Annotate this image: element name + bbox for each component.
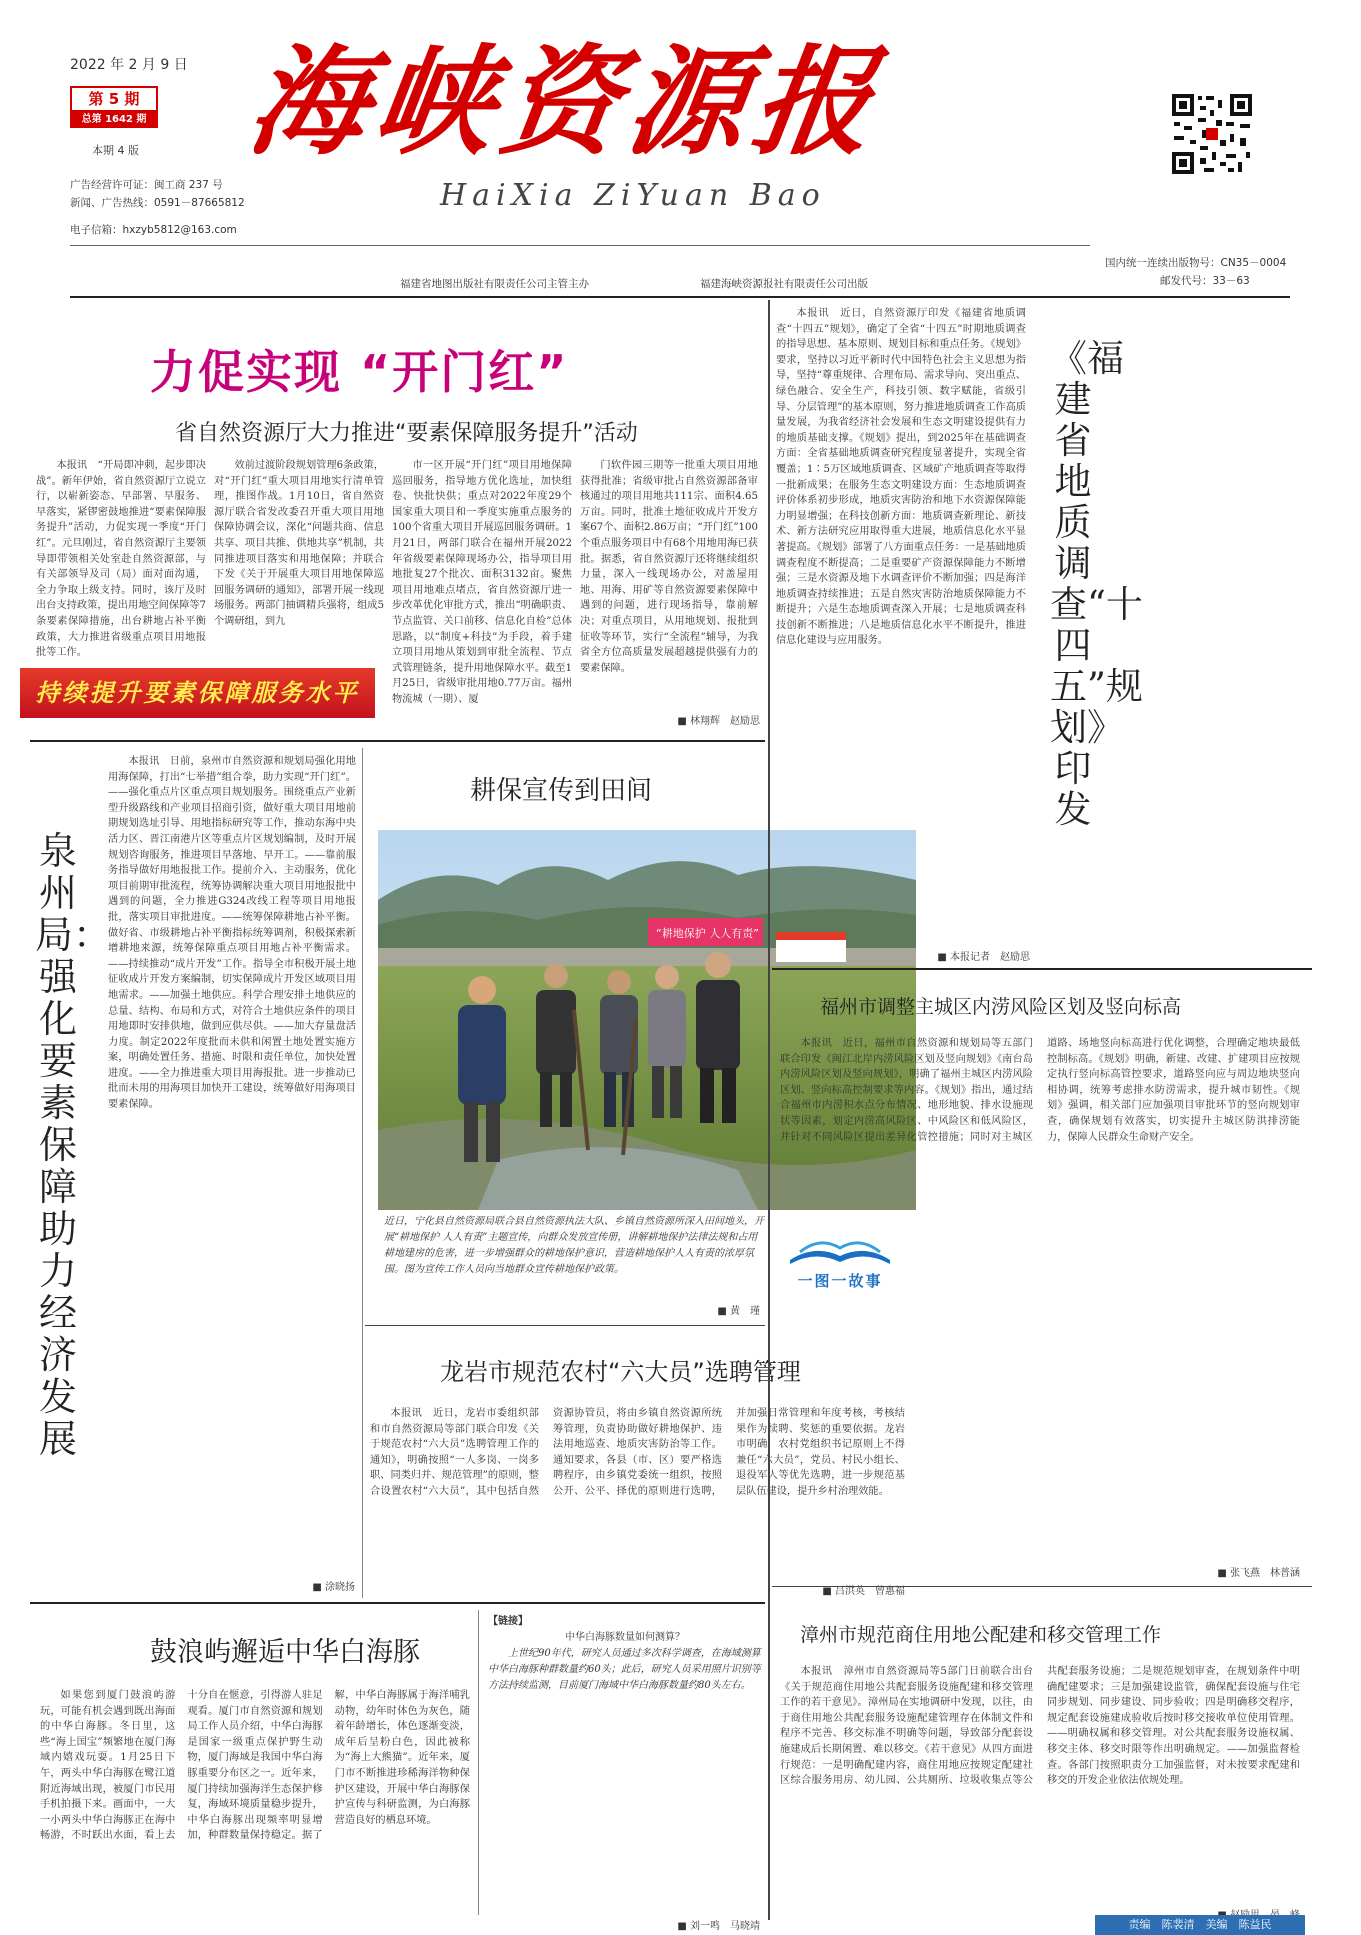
logo-text: 一图一故事 xyxy=(797,1272,883,1290)
sidebar-heading: 【链接】 xyxy=(488,1616,528,1627)
lead-byline: ■ 林翔辉 赵励思 xyxy=(677,716,760,727)
issue-date: 2022 年 2 月 9 日 xyxy=(70,57,188,73)
gulangyu-title: 鼓浪屿邂逅中华白海豚 xyxy=(150,1637,420,1668)
quanzhou-body: 本报讯 日前，泉州市自然资源和规划局强化用地用海保障，打出“七举措”组合拳，助力实现“开门红”。——强化重点片区重点项目规划服务。围绕重点产业新型升级路线和产业项目招商引资，做好重大项目用地前期规划选址引导、用地指标研究等工作，推动东海中央活力区、晋江南港片区等重点片区规划编制，及时开展规划咨询服务，推进项目早落地、早开工。——靠前服务指导做好用地报批工作。提前介入、主动服务，优化项目前期审批流程，统筹协调解决重大项目用地报批中遇到的问题，全力推进G324改线工程等项目用地报批，落实项目审批进度。——统筹保障耕地占补平衡。做好省、市级耕地占补平衡指标统筹调剂，积极探索新增耕地来源，统筹保障重点项目用地占补平衡需求。——持续推动“成片开发”工作。指导全市积极开展土地征收成片开发方案编制，切实保障成片开发区域项目用地需求。——加强土地供应。科学合理安排土地供应的总量、结构、布局和方式，对符合土地供应条件的项目用地即时安排供地，做到应供尽供。——加大存量盘活力度。制定2022年度批而未供和闲置土地处置实施方案，明确处置任务、措施、时限和责任单位，加快处置进度。——全力推进重大项目用海报批。进一步推动已批而未用的用海项目加快开工建设，统筹做好用海项目要素保障。 xyxy=(108,756,356,1111)
quanzhou-byline: ■ 涂晓扬 xyxy=(312,1582,355,1593)
farm-byline: ■ 黄 瑾 xyxy=(717,1306,760,1317)
gulangyu-body: 如果您到厦门鼓浪屿游玩，可能有机会遇到既出海面的中华白海豚。冬日里，这些“海上国宝”频繁地在厦门海域内嬉戏玩耍。1月25日下午，两头中华白海豚在鹭江道附近海域出现，被厦门市民用手机拍摄下来。画面中，一大一小两头中华白海豚正在海中畅游，不时跃出水面，看上去十分自在惬意，引得游人驻足观看。厦门市自然资源和规划局工作人员介绍，中华白海豚是国家一级重点保护野生动物，厦门海域是我国中华白海豚重要分布区之一。近年来，厦门持续加强海洋生态保护修复，海域环境质量稳步提升，中华白海豚出现频率明显增加，种群数量保持稳定。据了解，中华白海豚属于海洋哺乳动物，幼年时体色为灰色，随着年龄增长，体色逐渐变淡，成年后呈粉白色，因此被称为“海上大熊猫”。近年来，厦门市不断推进珍稀海洋物种保护区建设，开展中华白海豚保护宣传与科研监测，为白海豚营造良好的栖息环境。 xyxy=(40,1690,470,1842)
zhangzhou-body: 本报讯 漳州市自然资源局等5部门日前联合出台《关于规范商住用地公共配套服务设施配建和移交管理工作的若干意见》。漳州局在实地调研中发现，以往，由于商住用地公共配套服务设施配建管理存在体制文件和程序不完善、移交标准不明确等问题，导致部分配套设施建成后长期闲置、难以移交。《若干意见》从四方面进行规范：一是明确配建内容，商住用地应按规定配建社区综合服务用房、幼儿园、公共厕所、垃圾收集点等公共配套服务设施；二是规范规划审查，在规划条件中明确配建要求；三是加强建设监管，确保配套设施与住宅同步规划、同步建设、同步验收；四是明确移交程序，规定配套设施建成验收后按时移交接收单位使用管理。——明确权属和移交管理。对公共配套服务设施权属、移交主体、移交时限等作出明确规定。——加强监督检查。各部门按照职责分工加强监督，对未按要求配建和移交的开发企业依法依规处理。 xyxy=(780,1666,1300,1787)
lead-col-1-tail xyxy=(36,720,376,736)
fujian-plan-byline: ■ 本报记者 赵励思 xyxy=(937,952,1030,963)
lead-banner: 持续提升要素保障服务水平 xyxy=(20,668,375,718)
farm-title: 耕保宣传到田间 xyxy=(470,776,653,806)
lead-subhead: 省自然资源厅大力推进“要素保障服务提升”活动 xyxy=(175,421,638,446)
fuzhou-title: 福州市调整主城区内涝风险区划及竖向标高 xyxy=(820,996,1182,1018)
lead-headline: 力促实现 “开门红” xyxy=(150,345,569,399)
hotline: 新闻、广告热线：0591－87665812 xyxy=(70,197,245,209)
lead-col-4: 门软件园三期等一批重大项目用地获得批准；省级审批占自然资源部备审核通过的项目用地共111宗、面积4.65万亩。同时，批准土地征收成片开发方案67个、面积2.86万亩；“开门红”100个重点服务项目中有68个用地用海已获批。据悉，省自然资源厅还将继续组织力量，深入一线现场办公，对盖屋用地、用海、用矿等自然资源要素保障中遇到的问题，进行现场指导，靠前解决；对重点项目，从用地规划、报批到征收等环节，实行“全流程”辅导，为我省全方位高质量发展超越提供强有力的要素保障。 xyxy=(580,460,758,674)
ad-license: 广告经营许可证：闽工商 237 号 xyxy=(70,179,223,191)
longyan-body: 本报讯 近日，龙岩市委组织部和市自然资源局等部门联合印发《关于规范农村“六大员”选聘管理工作的通知》，明确按照“一人多岗、一岗多职、同类归并、规范管理”的原则，整合设置农村“六大员”，其中包括自然资源协管员，将由乡镇自然资源所统筹管理，负责协助做好耕地保护、违法用地巡查、地质灾害防治等工作。通知要求，各县（市、区）要严格选聘程序，由乡镇党委统一组织，按照公开、公平、择优的原则进行选聘，并加强日常管理和年度考核，考核结果作为续聘、奖惩的重要依据。龙岩市明确，农村党组织书记原则上不得兼任“六大员”，党员、村民小组长、退役军人等优先选聘，进一步规范基层队伍建设，提升乡村治理效能。 xyxy=(370,1408,905,1497)
qr-code xyxy=(1170,92,1254,176)
editors-footer: 责编 陈裴清 美编 陈益民 xyxy=(1095,1915,1305,1935)
fuzhou-byline: ■ 张飞燕 林普涵 xyxy=(1217,1568,1300,1579)
total-issue: 总第 1642 期 xyxy=(70,112,158,128)
quanzhou-title: 泉州局：强化要素保障助力经济发展 xyxy=(35,829,112,1461)
masthead-title: 海峡资源报 xyxy=(240,32,890,171)
email: 电子信箱：hxzyb5812@163.com xyxy=(70,224,237,236)
issue-number: 第 5 期 xyxy=(88,90,140,108)
sidebar-question: 中华白海豚数量如何测算？ xyxy=(565,1632,685,1643)
longyan-title: 龙岩市规范农村“六大员”选聘管理 xyxy=(440,1358,801,1386)
lead-col-3: 市一区开展“开门红”项目用地保障巡回服务，指导地方优化选址，加快组卷、快批快供；重点对2022年度29个国家重大项目和一季度实施重点服务的100个省重大项目开展巡回服务调研。1月21日，两部门联合在福州开展2022年省级要素保障现场办公，指导项目用地批复27个批次、面积3132亩。聚焦项目用地难点堵点，省自然资源厅进一步改革优化审批方式，推出“明确职责、节点监管、关口前移、信息化自检”总体思路，以“制度+科技”为手段，着手建立项目用地从策划到审批全流程、节点式管理链条，提升用地保障水平。截至1月25日，省级审批用地0.77万亩。福州物流城（一期）、厦 xyxy=(392,460,572,705)
publisher: 福建海峡资源报社有限责任公司出版 xyxy=(700,278,868,290)
postal-code: 邮发代号：33－63 xyxy=(1160,275,1250,287)
farm-sign-text: “耕地保护 人人有责” xyxy=(656,927,759,940)
lead-col-2: 效前过渡阶段规划管理6条政策，对“开门红”重大项目用地实行清单管理，推图作战。1月10日，省自然资源厅联合省发改委召开重大项目用地保障协调会议，深化“问题共商、信息共享、项目共推、供地共享”机制，共同推进项目落实和用地保障；并联合下发《关于开展重大项目用地保障巡回服务调研的通知》，部署开展一线现场服务。两部门抽调精兵强将，组成5个调研组，到九 xyxy=(214,460,384,627)
sponsor: 福建省地图出版社有限责任公司主管主办 xyxy=(400,278,589,290)
gulangyu-sidebar xyxy=(488,1614,762,1876)
gulangyu-byline: ■ 刘一鸣 马晓靖 xyxy=(677,1921,760,1932)
cn-code: 国内统一连续出版物号：CN35－0004 xyxy=(1105,257,1287,269)
farm-caption: 近日，宁化县自然资源局联合县自然资源执法大队、乡镇自然资源所深入田间地头，开展“耕地保护 人人有责”主题宣传，向群众发放宣传册，讲解耕地保护法律法规和占用耕地建房的危害，进一步增强群众的耕地保护意识，营造耕地保护人人有责的浓厚氛围。图为宣传工作人员向当地群众宣传耕地保护政策。 xyxy=(384,1216,764,1275)
zhangzhou-title: 漳州市规范商住用地公配建和移交管理工作 xyxy=(800,1624,1162,1646)
page-count: 本期 4 版 xyxy=(92,144,139,157)
longyan-byline: ■ 吕洪英 曾惠福 xyxy=(822,1586,905,1597)
fujian-plan-title: 《福建省地质调查“十四五”规划》印发 xyxy=(1050,337,1143,831)
sidebar-text: 上世纪90年代，研究人员通过多次科学调查，在海域测算中华白海豚种群数量约60头；此后，研究人员采用照片识别等方法持续监测，目前厦门海域中华白海豚数量约80头左右。 xyxy=(488,1648,761,1691)
issue-number-box xyxy=(70,86,158,112)
masthead-pinyin: HaiXia ZiYuan Bao xyxy=(440,178,826,213)
lead-col-1: 本报讯 “开局即冲刺，起步即决战”。新年伊始，省自然资源厅立说立行，以崭新姿态、早部署、早服务、早落实，紧锣密鼓地推进“要素保障服务提升”活动，力促实现一季度“开门红”。元旦刚过，省自然资源厅主要领导即带领相关处室赴自然资源部，与有关部领导及司（局）面对面沟通，全力争取上级支持。同时，该厅及时出台支持政策，提出用地空间保障等7条要素保障措施，出台耕地占补平衡政策，大力推进省级重点项目用地报批等工作。 xyxy=(36,460,206,659)
fujian-plan-body: 本报讯 近日，自然资源厅印发《福建省地质调查“十四五”规划》，确定了全省“十四五”时期地质调查的指导思想、基本原则、规划目标和重点任务。《规划》要求，坚持以习近平新时代中国特色社会主义思想为指导，坚持“尊重规律、合理布局、需求导向、突出重点、绿色融合、安全生产，科技引领、数字赋能，省级引导、分层管理”的基本原则，努力推进地质调查工作高质量发展，为我省经济社会发展和生态文明建设提供有力的地质基础支撑。《规划》提出，到2025年在基础调查方面：全省基础地质调查研究程度显著提升，实现全省覆盖；1∶5万区域地质调查、区域矿产地质调查等取得一批新成果；在服务生态文明建设方面：生态地质调查评价体系初步形成，地质灾害防治和地下水资源保障能力明显增强；在科技创新方面：地质调查新理论、新技术、新方法研究应用取得重大进展，地质信息化水平显著提高。《规划》部署了八方面重点任务：一是基础地质调查程度不断提高；二是重要矿产资源保障能力不断增强；三是水资源及地下水调查评价不断加强；四是海洋地质调查持续推进；五是自然灾害防治地质保障能力不断提升；六是生态地质调查深入开展；七是地质调查科技创新不断推进；八是地质信息化水平不断提升，推进信息化建设与应用服务。 xyxy=(776,308,1026,647)
fuzhou-body: 本报讯 近日，福州市自然资源和规划局等五部门联合印发《闽江北岸内涝风险区划及竖向规划》《南台岛内涝风险区划及竖向规划》，明确了福州主城区内涝风险区划、竖向标高控制要求等内容。《规划》指出，通过结合福州市内涝积水点分布情况、地形地貌、排水设施现状等因素，划定内涝高风险区、中风险区和低风险区，并针对不同风险区提出差异化管控措施；同时对主城区道路、场地竖向标高进行优化调整，合理确定地块最低控制标高。《规划》明确，新建、改建、扩建项目应按规定执行竖向标高管控要求，道路竖向应与周边地块竖向相协调，统筹考虑排水防涝需求，提升城市韧性。《规划》强调，相关部门应加强项目审批环节的竖向规划审查，确保规划有效落实，切实提升主城区防洪排涝能力，保障人民群众生命财产安全。 xyxy=(780,1038,1300,1143)
